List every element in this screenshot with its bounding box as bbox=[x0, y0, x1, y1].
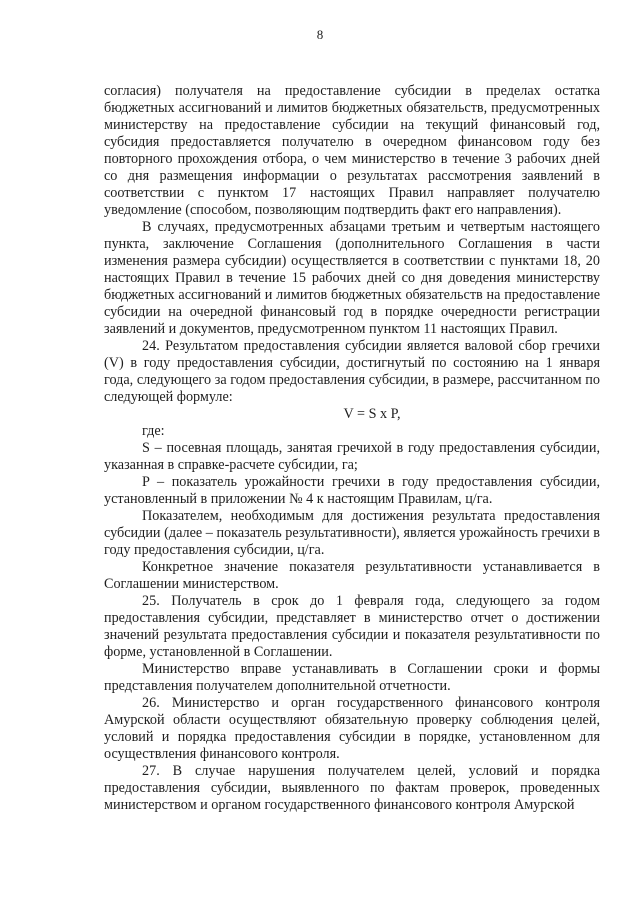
paragraph: В случаях, предусмотренных абзацами третьим и четвертым настоящего пункта, заключение Соглашения (дополнительного Соглашения в части изменения размера субсидии) осуществляется в соответствии с пунктами 18, 20 настоящих Правил в течение 15 рабочих дней со дня доведения министерству бюджетных ассигнований и лимитов бюджетных обязательств на предоставление субсидии на очередной финансовый год в порядке очередности регистрации заявлений и документов, предусмотренном пунктом 11 настоящих Правил. bbox=[104, 219, 600, 337]
paragraph: Конкретное значение показателя результативности устанавливается в Соглашении министерством. bbox=[104, 559, 600, 592]
paragraph: 25. Получатель в срок до 1 февраля года, следующего за годом предоставления субсидии, представляет в министерство отчет о достижении значений результата предоставления субсидии и показателя результативности по форме, установленной в Соглашении. bbox=[104, 593, 600, 660]
paragraph: S – посевная площадь, занятая гречихой в году предоставления субсидии, указанная в справке-расчете субсидии, га; bbox=[104, 440, 600, 473]
page-number: 8 bbox=[316, 27, 324, 42]
formula: V = S x P, bbox=[343, 406, 401, 422]
document-body bbox=[104, 83, 600, 814]
paragraph: Показателем, необходимым для достижения результата предоставления субсидии (далее – показатель результативности), является урожайность гречихи в году предоставления субсидии, ц/га. bbox=[104, 508, 600, 558]
paragraph: где: bbox=[142, 423, 165, 439]
paragraph: 27. В случае нарушения получателем целей, условий и порядка предоставления субсидии, выявленного по фактам проверок, проведенных министерством и органом государственного финансового контроля Амурской bbox=[104, 763, 600, 813]
paragraph: Министерство вправе устанавливать в Соглашении сроки и формы представления получателем дополнительной отчетности. bbox=[104, 661, 600, 694]
paragraph: согласия) получателя на предоставление субсидии в пределах остатка бюджетных ассигнований и лимитов бюджетных обязательств, предусмотренных министерству на предоставление субсидии на текущий финансовый год, субсидия предоставляется получателю в очередном финансовом году без повторного прохождения отбора, о чем министерство в течение 3 рабочих дней со дня размещения информации о результатах рассмотрения заявлений в соответствии с пунктом 17 настоящих Правил направляет получателю уведомление (способом, позволяющим подтвердить факт его направления). bbox=[104, 83, 600, 218]
paragraph: 26. Министерство и орган государственного финансового контроля Амурской области осуществляют обязательную проверку соблюдения целей, условий и порядка предоставления субсидии в порядке, установленном для осуществления финансового контроля. bbox=[104, 695, 600, 762]
paragraph: P – показатель урожайности гречихи в году предоставления субсидии, установленный в приложении № 4 к настоящим Правилам, ц/га. bbox=[104, 474, 600, 507]
paragraph: 24. Результатом предоставления субсидии является валовой сбор гречихи (V) в году предоставления субсидии, достигнутый по состоянию на 1 января года, следующего за годом предоставления субсидии, в размере, рассчитанном по следующей формуле: bbox=[104, 338, 600, 405]
